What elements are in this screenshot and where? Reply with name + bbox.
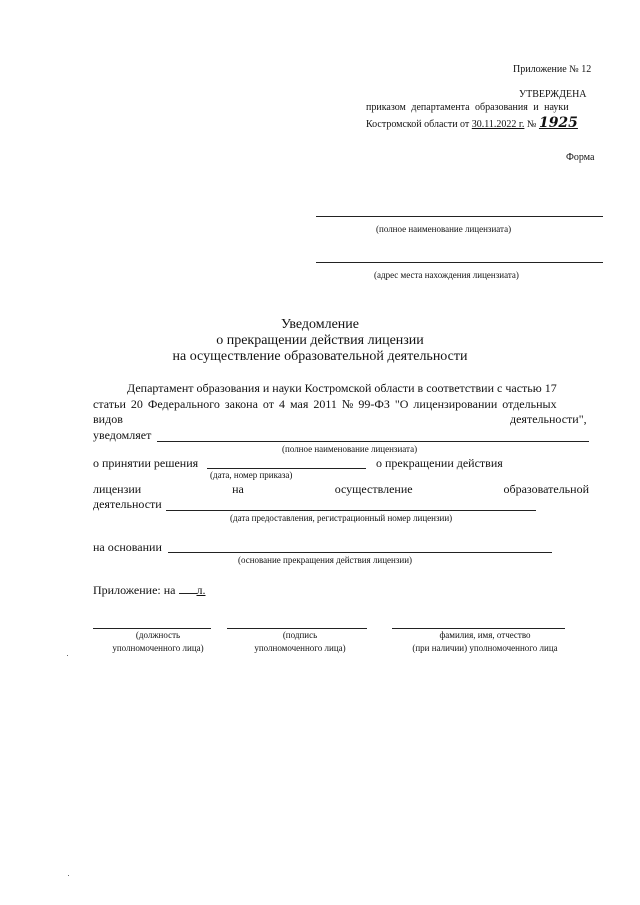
decision-line[interactable] [207, 468, 366, 469]
decision-caption: (дата, номер приказа) [210, 470, 293, 480]
signature-caption-line1: (подпись [282, 630, 318, 640]
notice-subtitle-1: о прекращении действия лицензии [216, 333, 424, 348]
attachment-pages-field[interactable] [179, 583, 197, 594]
license-caption: (дата предоставления, регистрационный номер лицензии) [230, 513, 453, 523]
basis-caption: (основание прекращения действия лицензии) [238, 555, 413, 565]
activity-label: деятельности [93, 497, 162, 511]
approved-label: УТВЕРЖДЕНА [519, 89, 587, 100]
position-caption-line1: (должность [135, 630, 181, 640]
notice-title: Уведомление [280, 317, 359, 332]
decision-label: о принятии решения [93, 456, 199, 470]
attachment-row [93, 583, 206, 598]
word-activities: деятельности", [510, 412, 587, 426]
notifies-line[interactable] [157, 441, 589, 442]
word-on: на [232, 482, 244, 496]
full-name-caption-line1: фамилия, имя, отчество [439, 630, 531, 640]
paragraph-line-2: статьи 20 Федерального закона от 4 мая 2011 № 99-ФЗ "О лицензировании отдельных [93, 397, 557, 411]
notifies-label: уведомляет [93, 428, 152, 442]
scan-speck [67, 655, 68, 656]
full-name-caption-line2: (при наличии) уполномоченного лица [412, 643, 558, 653]
scan-speck [68, 875, 69, 876]
appendix-number: Приложение № 12 [513, 64, 592, 75]
signature-caption-line2: уполномоченного лица) [254, 643, 346, 653]
attachment-prefix: Приложение: на [93, 583, 176, 597]
full-name-line[interactable] [392, 628, 565, 629]
license-details-line[interactable] [166, 510, 536, 511]
basis-line[interactable] [168, 552, 552, 553]
word-license: лицензии [93, 482, 142, 496]
order-date: 30.11.2022 г. [471, 119, 525, 130]
number-sign: № [526, 119, 537, 130]
position-line[interactable] [93, 628, 211, 629]
word-educational: образовательной [503, 482, 589, 496]
order-reference [366, 115, 578, 131]
paragraph-line-1: Департамент образования и науки Костромской области в соответствии с частью 17 [127, 381, 557, 395]
full-name-caption [394, 630, 576, 653]
position-caption-line2: уполномоченного лица) [112, 643, 204, 653]
signature-caption [235, 630, 365, 653]
word-vidov: видов [93, 412, 123, 426]
region-prefix: Костромской области от [366, 119, 470, 130]
word-implementation: осуществление [334, 482, 413, 496]
order-line: приказом департамента образования и науки [366, 102, 569, 113]
basis-label: на основании [93, 540, 162, 554]
licensee-address-caption: (адрес места нахождения лицензиата) [374, 270, 519, 280]
notice-subtitle-2: на осуществление образовательной деятельности [172, 349, 468, 364]
licensee-name-line[interactable] [316, 216, 603, 217]
license-words-row [93, 482, 589, 497]
termination-label: о прекращении действия [376, 456, 503, 470]
order-number-handwritten: 1925 [538, 115, 578, 131]
licensee-name-caption: (полное наименование лицензиата) [376, 224, 512, 234]
attachment-suffix: л. [196, 583, 206, 597]
licensee-address-line[interactable] [316, 262, 603, 263]
form-label: Форма [566, 152, 595, 163]
notifies-caption: (полное наименование лицензиата) [282, 444, 418, 454]
position-caption [93, 630, 223, 653]
signature-line[interactable] [227, 628, 367, 629]
